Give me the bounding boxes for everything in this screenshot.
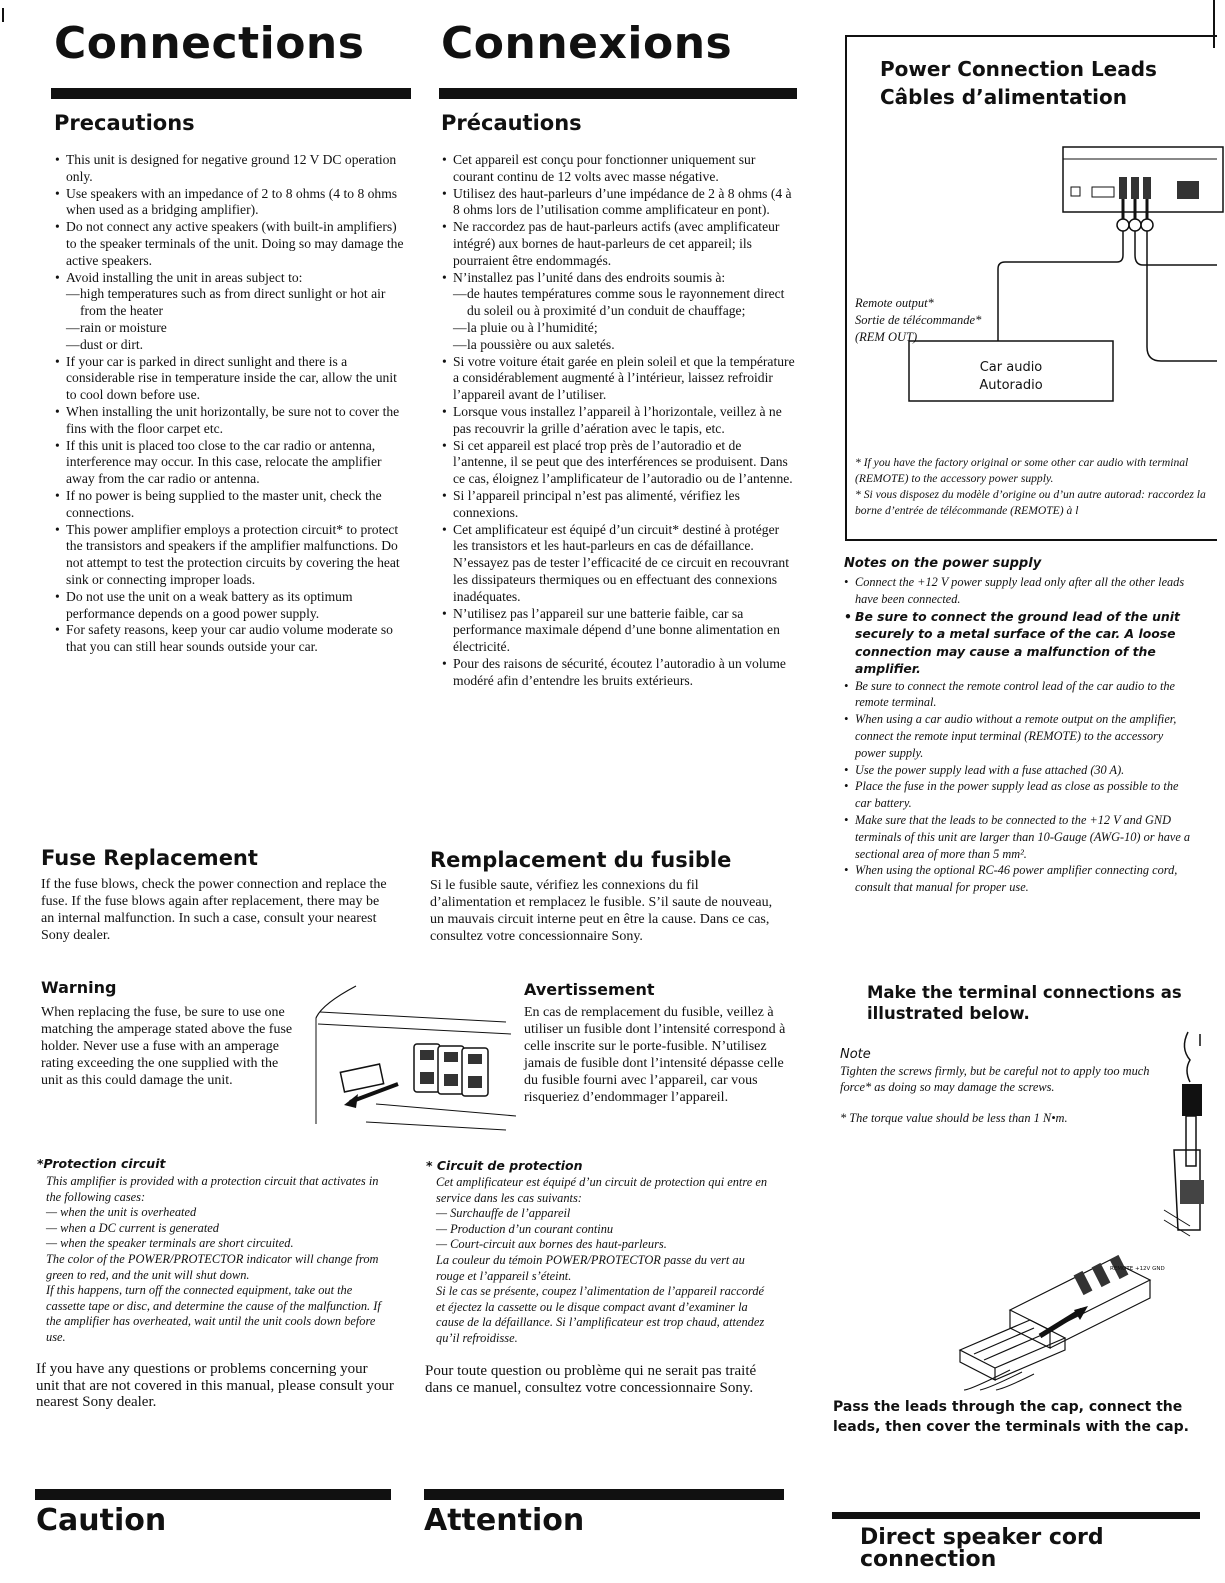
list-item: • This unit is designed for negative ground 12 V DC operation only. [54,152,409,186]
fuse-heading-en: Fuse Replacement [41,846,258,870]
footnote-fr: * Si vous disposez du modèle d’origine ou d’un autre autorad: raccordez la borne d’entrée de télécommande (REMOTE) à l [855,488,1206,517]
terminal-caption: Pass the leads through the cap, connect the leads, then cover the terminals with the cap. [833,1399,1189,1435]
car-audio-en: Car audio [979,360,1043,375]
protection-line: Cet amplificateur est équipé d’un circuit de protection qui entre en service dans les cas suivants: [436,1175,768,1205]
list-item: • N’utilisez pas l’appareil sur une batterie faible, car sa performance maximale dépend d’une bonne alimentation en électricité. [441,606,797,656]
list-item: — high temperatures such as from direct sunlight or hot air from the heater [54,286,409,320]
remote-output-code: (REM OUT) [855,330,918,344]
list-item: • Pour des raisons de sécurité, écoutez l’autoradio à un volume modéré afin d’entendre les bruits extérieurs. [441,656,797,690]
footer-rule [832,1512,1200,1519]
protection-line: La couleur du témoin POWER/PROTECTOR passe du vert au rouge et l’appareil s’éteint. [436,1252,745,1283]
power-note-item: • Use the power supply lead with a fuse attached (30 A). [843,762,1195,779]
protection-text-en [46,1174,386,1346]
torque-note: * The torque value should be less than 1 N•m. [840,1111,1068,1125]
power-box-title [880,55,1157,111]
list-item: — de hautes températures comme sous le rayonnement direct du soleil ou à proximité d’un conduit de chauffage; [441,286,797,320]
protection-heading-fr: * Circuit de protection [426,1158,583,1173]
fuse-text-en: If the fuse blows, check the power connection and replace the fuse. If the fuse blows again after replacement, there may be an internal malfunction. In such a case, consult your nearest Sony dealer. [41,877,387,943]
protection-line: — Court-circuit aux bornes des haut-parleurs. [436,1237,667,1252]
protection-line: Si le cas se présente, coupez l’alimentation de l’appareil raccordé et éjectez la cassette ou le disque compact avant d’examiner la cause de la défaillance. Si l’amplificateur est trop chaud, attendez qu’il refroidisse. [436,1284,765,1345]
list-item: • If your car is parked in direct sunlight and there is a considerable rise in temperature inside the car, allow the unit to cool down before use. [54,354,409,404]
list-item: • This power amplifier employs a protection circuit* to protect the transistors and speakers if the amplifier malfunctions. Do not attempt to test the protection circuits by covering the heat sink or connecting improper loads. [54,522,409,589]
protection-line: — Surchauffe de l’appareil [436,1206,571,1221]
footer-rule [424,1489,784,1500]
list-item: • Do not connect any active speakers (with built-in amplifiers) to the speaker terminals of the unit. Doing so may damage the active speakers. [54,219,409,269]
terminal-instructions-heading: Make the terminal connections as illustrated below. [867,983,1182,1023]
list-item: • Avoid installing the unit in areas subject to: [54,270,409,287]
remote-output-label [855,295,981,346]
power-note-item: • Connect the +12 V power supply lead only after all the other leads have been connected. [843,574,1195,608]
precautions-list-en [54,152,409,656]
precautions-heading-fr: Précautions [441,111,582,135]
remote-output-en: Remote output* [855,296,934,310]
list-item: • Utilisez des haut-parleurs d’une impédance de 2 à 8 ohms (4 à 8 ohms lors de l’utilisation comme amplificateur en pont). [441,186,797,220]
fuse-heading-fr: Remplacement du fusible [430,848,732,872]
list-item: • If no power is being supplied to the master unit, check the connections. [54,488,409,522]
list-item: • Cet amplificateur est équipé d’un circuit* destiné à protéger les transistors et les haut-parleurs en cas de défaillance. N’essayez pas de tester l’efficacité de ce circuit en recouvrant les dissipateurs thermiques ou en effectuant des connexions inadéquates. [441,522,797,606]
warning-heading-fr: Avertissement [524,980,655,999]
list-item: • Si l’appareil principal n’est pas alimenté, vérifiez les connexions. [441,488,797,522]
power-note-item: • When using the optional RC-46 power amplifier connecting cord, consult that manual for proper use. [843,862,1195,896]
margin-mark [2,8,4,22]
terminal-cap-illustration [950,1250,1165,1390]
direct-speaker-heading: Direct speaker cord connection [860,1525,1104,1572]
list-item: — la pluie ou à l’humidité; [441,320,797,337]
list-item: • Use speakers with an impedance of 2 to 8 ohms (4 to 8 ohms when used as a bridging amplifier). [54,186,409,220]
title-rule [439,88,797,99]
list-item: • If this unit is placed too close to the car radio or antenna, interference may occur. In this case, relocate the amplifier away from the car radio or antenna. [54,438,409,488]
terminal-note-heading: Note [840,1047,871,1062]
car-audio-label [909,359,1113,395]
screwdriver-illustration [1160,1030,1225,1250]
terminal-note-text: Tighten the screws firmly, but be careful not to apply too much force* as doing so may damage the screws. [840,1064,1150,1094]
protection-line: The color of the POWER/PROTECTOR indicator will change from green to red, and the unit will shut down. [46,1251,379,1282]
list-item: — rain or moisture [54,320,409,337]
fuse-text-fr: Si le fusible saute, vérifiez les connexions du fil d’alimentation et remplacez le fusible. S’il saute de nouveau, un mauvais circuit interne peut en être la cause. Dans ce cas, consultez votre concessionnaire Sony. [430,878,773,944]
title-rule [51,88,411,99]
list-item: • Do not use the unit on a weak battery as its optimum performance depends on a good power supply. [54,589,409,623]
fuse-holder-illustration [306,984,521,1134]
precautions-heading-en: Precautions [54,111,195,135]
power-box-title-en: Power Connection Leads [880,57,1157,81]
footer-rule [35,1489,391,1500]
power-notes-heading: Notes on the power supply [844,556,1042,571]
warning-text-en: When replacing the fuse, be sure to use one matching the amperage stated above the fuse holder. Never use a fuse with an amperage rating exceeding the one supplied with the unit as this could damage the unit. [41,1005,293,1088]
remote-output-fr: Sortie de télécommande* [855,313,982,327]
attention-heading: Attention [424,1503,585,1538]
questions-text-en: If you have any questions or problems concerning your unit that are not covered in this manual, please consult your nearest Sony dealer. [36,1361,394,1410]
protection-line: This amplifier is provided with a protection circuit that activates in the following cases: [46,1174,379,1204]
list-item: • For safety reasons, keep your car audio volume moderate so that you can still hear sounds outside your car. [54,622,409,656]
list-item: • When installing the unit horizontally, be sure not to cover the fins with the floor carpet etc. [54,404,409,438]
list-item: • Si votre voiture était garée en plein soleil et que la température a considérablement augmenté à l’intérieur, laissez refroidir l’appareil avant de l’utiliser. [441,354,797,404]
protection-line: If this happens, turn off the connected equipment, take out the cassette tape or disc, and determine the cause of the malfunction. If the amplifier has overheated, wait until the unit cools down before use. [46,1283,381,1344]
power-note-item: • Make sure that the leads to be connected to the +12 V and GND terminals of this unit are larger than 10-Gauge (AWG-10) or have a sectional area of more than 5 mm². [843,812,1195,862]
warning-text-fr: En cas de remplacement du fusible, veillez à utiliser un fusible dont l’intensité correspond à celle inscrite sur le porte-fusible. N’utilisez jamais de fusible dont l’intensité dépasse celle du fusible fourni avec l’appareil, car vous risqueriez d’endommager l’appareil. [524,1005,786,1105]
protection-line: — when a DC current is generated [46,1220,219,1235]
power-note-item: • Be sure to connect the ground lead of the unit securely to a metal surface of the car. A loose connection may cause a malfunction of the amplifier. [843,608,1195,678]
power-note-item: • Be sure to connect the remote control lead of the car audio to the remote terminal. [843,678,1195,712]
precautions-list-fr [441,152,797,690]
protection-line: — when the unit is overheated [46,1205,197,1220]
power-box-title-fr: Câbles d’alimentation [880,85,1127,109]
power-notes-list [843,574,1195,896]
list-item: • Lorsque vous installez l’appareil à l’horizontale, veillez à ne pas recouvrir la grille d’aération avec le tapis, etc. [441,404,797,438]
power-connection-box [845,35,1217,541]
power-note-item: • When using a car audio without a remote output on the amplifier, connect the remote input terminal (REMOTE) to the accessory power supply. [843,711,1195,761]
list-item: • Ne raccordez pas de haut-parleurs actifs (avec amplificateur intégré) aux bornes de haut-parleurs de cet appareil; ils pourraient être endommagés. [441,219,797,269]
protection-line: — Production d’un courant continu [436,1221,614,1236]
list-item: • Si cet appareil est placé trop près de l’autoradio et de l’antenne, il se peut que des interférences se produisent. Dans ce cas, éloignez l’amplificateur de l’autoradio ou de l’antenne. [441,438,797,488]
power-note-item: • Place the fuse in the power supply lead as close as possible to the car battery. [843,778,1195,812]
page-title-en: Connections [54,18,365,69]
protection-line: — when the speaker terminals are short circuited. [46,1236,294,1251]
list-item: • N’installez pas l’unité dans des endroits soumis à: [441,270,797,287]
warning-heading-en: Warning [41,978,117,997]
power-box-footnote [855,455,1215,519]
list-item: — dust or dirt. [54,337,409,354]
terminal-labels: REMOTE +12V GND [1110,1266,1165,1272]
car-audio-fr: Autoradio [979,378,1043,393]
list-item: — la poussière ou aux saletés. [441,337,797,354]
footnote-en: * If you have the factory original or some other car audio with terminal (REMOTE) to the accessory power supply. [855,456,1189,485]
questions-text-fr: Pour toute question ou problème qui ne serait pas traité dans ce manuel, consultez votre concessionnaire Sony. [425,1363,757,1396]
protection-heading-en: *Protection circuit [37,1156,166,1171]
list-item: • Cet appareil est conçu pour fonctionner uniquement sur courant continu de 12 volts avec masse négative. [441,152,797,186]
protection-text-fr [436,1175,776,1347]
caution-heading: Caution [36,1503,167,1538]
page-title-fr: Connexions [441,18,733,69]
